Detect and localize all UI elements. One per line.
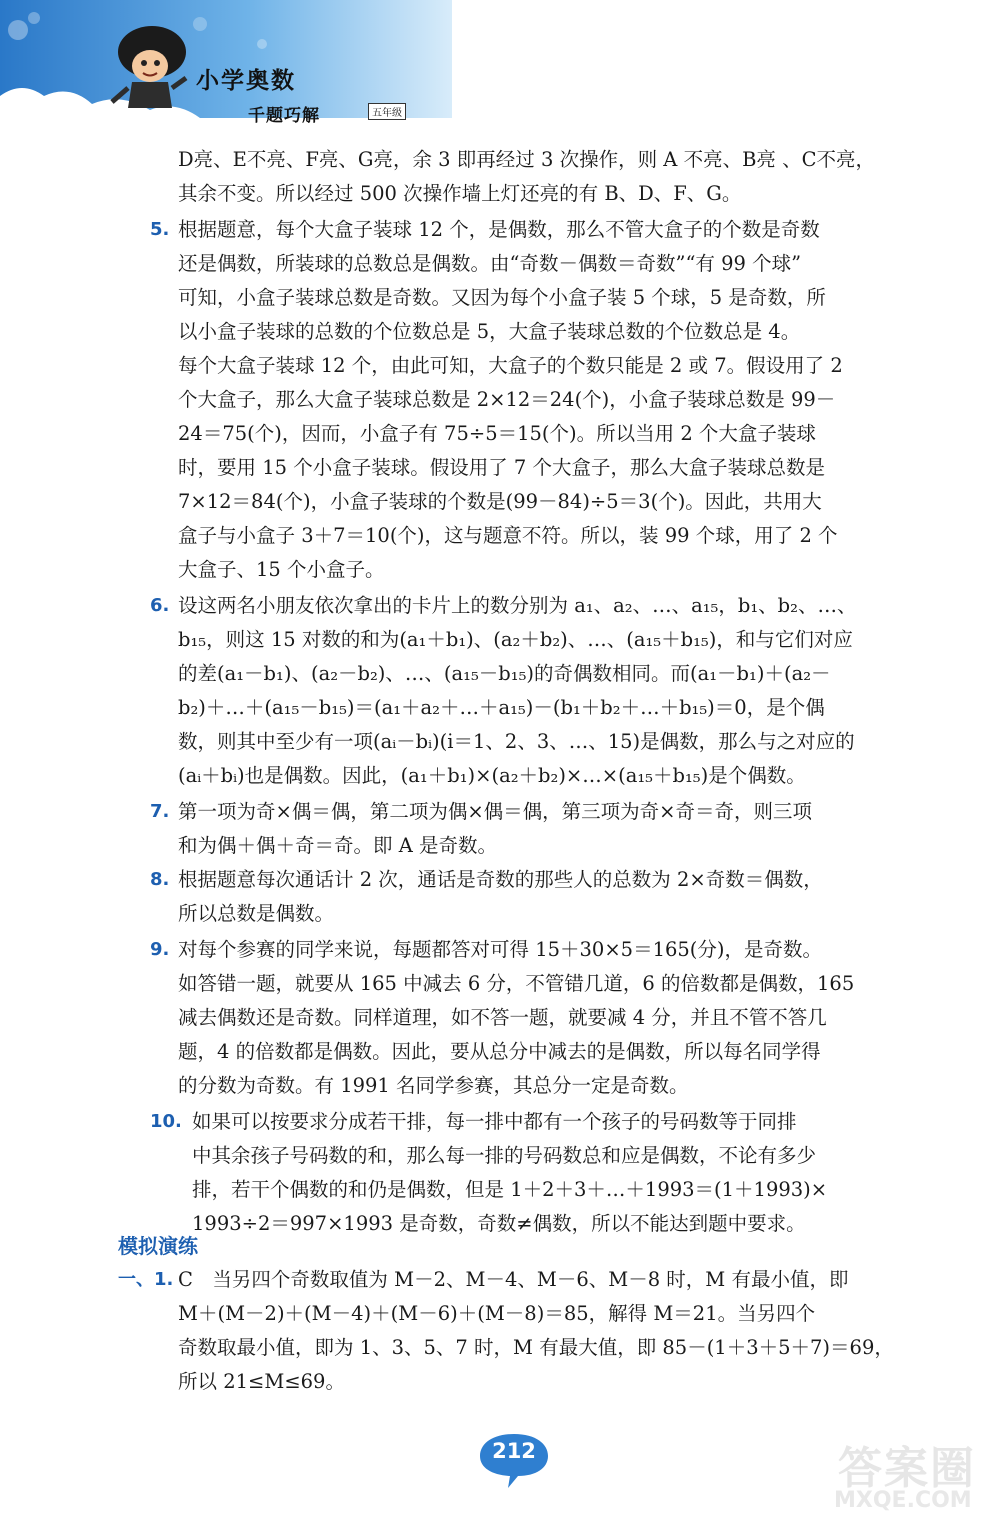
item-number: 一、1. <box>118 1269 174 1290</box>
item-number: 9. <box>150 939 170 960</box>
text-line: 个大盒子，那么大盒子装球总数是 2×12＝24(个)，小盒子装球总数是 99－ <box>178 388 836 411</box>
text-line: 数，则其中至少有一项(aᵢ－bᵢ)(i＝1、2、3、…、15)是偶数，那么与之对应的 <box>178 730 855 753</box>
text-line: 减去偶数还是奇数。同样道理，如不答一题，就要减 4 分，并且不管不答几 <box>178 1006 827 1029</box>
text-line: 1993÷2＝997×1993 是奇数，奇数≠偶数，所以不能达到题中要求。 <box>192 1212 806 1235</box>
section-title: 模拟演练 <box>118 1234 198 1258</box>
text-line: 对每个参赛的同学来说，每题都答对可得 15＋30×5＝165(分)，是奇数。 <box>178 938 823 961</box>
text-line: 每个大盒子装球 12 个，由此可知，大盒子的个数只能是 2 或 7。假设用了 2 <box>178 354 843 377</box>
text-line: C 当另四个奇数取值为 M－2、M－4、M－6、M－8 时，M 有最小值，即 <box>178 1268 849 1291</box>
watermark-url: MXQE.COM <box>834 1488 972 1513</box>
text-line: b₁₅，则这 15 对数的和为(a₁＋b₁)、(a₂＋b₂)、…、(a₁₅＋b₁₅)，和与它们对应 <box>178 628 853 651</box>
text-line: 的分数为奇数。有 1991 名同学参赛，其总分一定是奇数。 <box>178 1074 689 1097</box>
page-number: 212 <box>492 1439 536 1463</box>
watermark-logo-text: 答案圈 <box>838 1443 976 1494</box>
book-title: 小学奥数 <box>196 68 296 94</box>
item-number: 10. <box>150 1111 182 1132</box>
text-line: D亮、E不亮、F亮、G亮，余 3 即再经过 3 次操作，则 A 不亮、B亮 、C不亮， <box>178 148 876 171</box>
text-line: 还是偶数，所装球的总数总是偶数。由“奇数－偶数＝奇数”“有 99 个球” <box>178 252 802 275</box>
text-line: 根据题意，每个大盒子装球 12 个，是偶数，那么不管大盒子的个数是奇数 <box>178 218 820 241</box>
book-subtitle: 千题巧解 <box>248 106 320 126</box>
text-line: (aᵢ＋bᵢ)也是偶数。因此，(a₁＋b₁)×(a₂＋b₂)×…×(a₁₅＋b₁₅)是个偶数。 <box>178 764 806 787</box>
text-line: 如果可以按要求分成若干排，每一排中都有一个孩子的号码数等于同排 <box>192 1110 797 1133</box>
text-line: 奇数取最小值，即为 1、3、5、7 时，M 有最大值，即 85－(1＋3＋5＋7)＝69， <box>178 1336 894 1359</box>
text-line: 以小盒子装球的总数的个位数总是 5，大盒子装球总数的个位数总是 4。 <box>178 320 801 343</box>
item-number: 5. <box>150 219 170 240</box>
text-line: 如答错一题，就要从 165 中减去 6 分，不管错几道，6 的倍数都是偶数，165 <box>178 972 855 995</box>
text-line: 的差(a₁－b₁)、(a₂－b₂)、…、(a₁₅－b₁₅)的奇偶数相同。而(a₁－b₁)＋(a₂－ <box>178 662 831 685</box>
text-line: 根据题意每次通话计 2 次，通话是奇数的那些人的总数为 2×奇数＝偶数， <box>178 868 823 891</box>
item-number: 6. <box>150 595 170 616</box>
page-number-badge <box>478 1430 550 1490</box>
text-line: M＋(M－2)＋(M－4)＋(M－6)＋(M－8)＝85，解得 M＝21。当另四个 <box>178 1302 816 1325</box>
text-line: 所以总数是偶数。 <box>178 902 335 925</box>
text-line: 设这两名小朋友依次拿出的卡片上的数分别为 a₁、a₂、…、a₁₅，b₁、b₂、…、 <box>178 594 857 617</box>
text-line: 所以 21≤M≤69。 <box>178 1370 345 1393</box>
header-banner <box>0 0 460 125</box>
text-line: 中其余孩子号码数的和，那么每一排的号码数总和应是偶数，不论有多少 <box>192 1144 817 1167</box>
text-line: 排，若干个偶数的和仍是偶数，但是 1＋2＋3＋…＋1993＝(1＋1993)× <box>192 1178 828 1201</box>
item-number: 7. <box>150 801 170 822</box>
text-line: 和为偶＋偶＋奇＝奇。即 A 是奇数。 <box>178 834 497 857</box>
text-line: 其余不变。所以经过 500 次操作墙上灯还亮的有 B、D、F、G。 <box>178 182 742 205</box>
watermark <box>830 1432 995 1517</box>
text-line: 大盒子、15 个小盒子。 <box>178 558 385 581</box>
text-line: b₂)＋…＋(a₁₅－b₁₅)＝(a₁＋a₂＋…＋a₁₅)－(b₁＋b₂＋…＋b₁₅)＝0，是个偶 <box>178 696 825 719</box>
text-line: 盒子与小盒子 3＋7＝10(个)，这与题意不符。所以，装 99 个球，用了 2 个 <box>178 524 838 547</box>
text-line: 7×12＝84(个)，小盒子装球的个数是(99－84)÷5＝3(个)。因此，共用大 <box>178 490 822 513</box>
text-line: 24＝75(个)，因而，小盒子有 75÷5＝15(个)。所以当用 2 个大盒子装球 <box>178 422 816 445</box>
text-line: 可知，小盒子装球总数是奇数。又因为每个小盒子装 5 个球，5 是奇数，所 <box>178 286 826 309</box>
text-line: 时，要用 15 个小盒子装球。假设用了 7 个大盒子，那么大盒子装球总数是 <box>178 456 826 479</box>
text-line: 题，4 的倍数都是偶数。因此，要从总分中减去的是偶数，所以每名同学得 <box>178 1040 821 1063</box>
item-number: 8. <box>150 869 170 890</box>
text-line: 第一项为奇×偶＝偶，第二项为偶×偶＝偶，第三项为奇×奇＝奇，则三项 <box>178 800 813 823</box>
grade-badge: 五年级 <box>368 103 406 120</box>
